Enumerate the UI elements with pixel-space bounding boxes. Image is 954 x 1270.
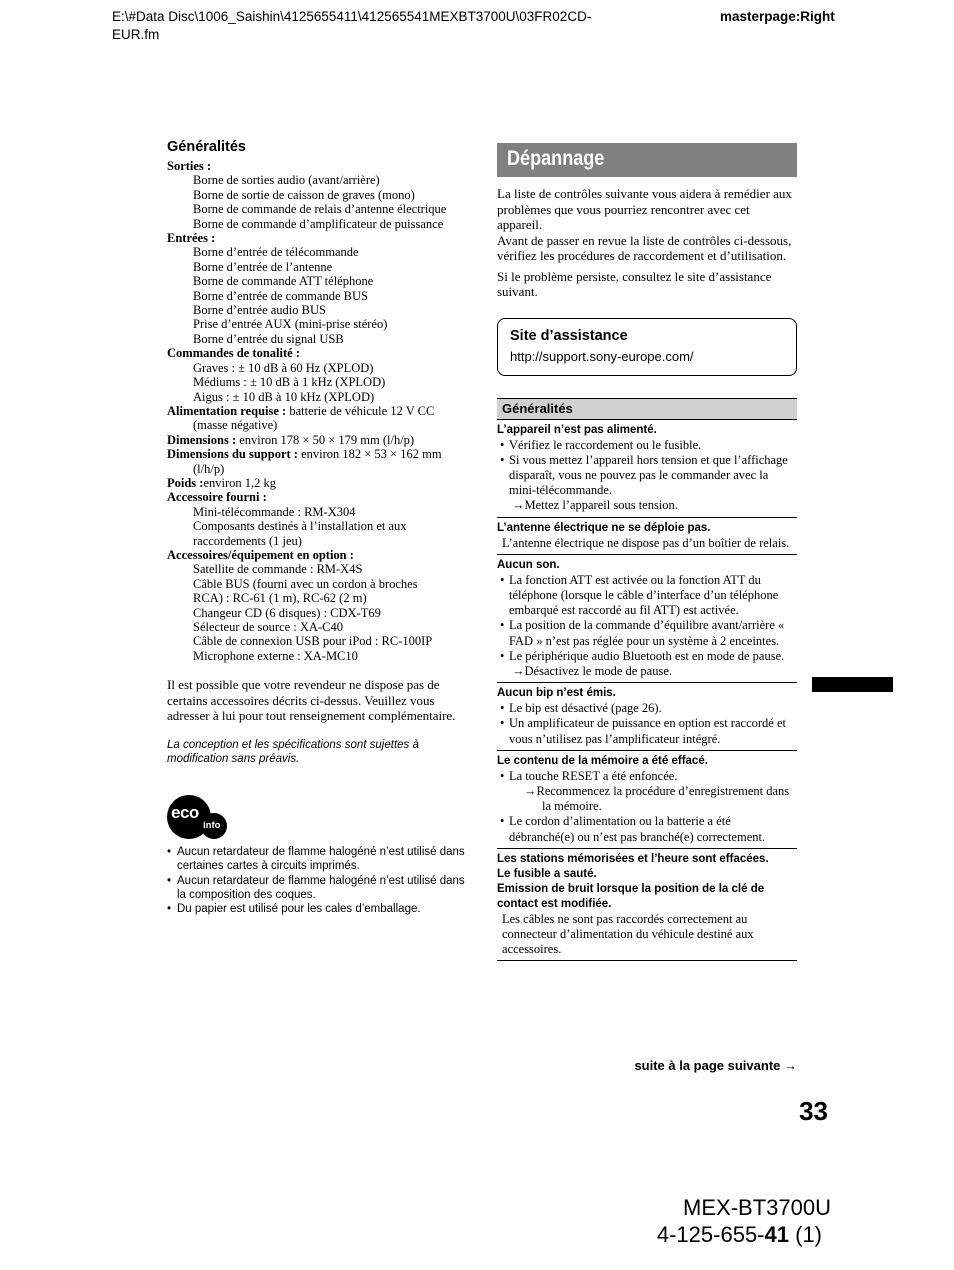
file-path-header: E:\#Data Disc\1006_Saishin\4125655411\412565541MEXBT3700U\03FR02CD-EUR.fm [112, 9, 592, 42]
dealer-note: Il est possible que votre revendeur ne dispose pas de certains accessoires décrits ci-dessus. Veuillez vous adresser à lui pour tout renseignement complémentaire. [167, 677, 456, 724]
problem-no-beep [497, 683, 797, 751]
problem-text: Les câbles ne sont pas raccordés correctement au connecteur d’alimentation du véhicule destiné aux accessoires. [502, 911, 754, 957]
weight-value: environ 1,2 kg [203, 475, 277, 490]
eco-bullet: • Du papier est utilisé pour les cales d’emballage. [167, 902, 467, 916]
eco-logo-text: eco [171, 802, 199, 822]
tone-item: Graves : ± 10 dB à 60 Hz (XPLOD) [193, 360, 374, 375]
page-number: 33 [799, 1096, 828, 1126]
problem-title: L’appareil n’est pas alimenté. [497, 423, 657, 436]
outputs-label: Sorties : [167, 159, 212, 173]
supplied-item: raccordements (1 jeu) [193, 533, 302, 548]
dimensions-label: Dimensions : [167, 432, 237, 447]
chapter-tab-marker [812, 677, 893, 692]
problem-title: Aucun son. [497, 558, 560, 571]
arrow-icon: → [512, 498, 525, 513]
solution-line [497, 498, 797, 513]
problem-title: Aucun bip n’est émis. [497, 687, 616, 700]
problem-no-power [497, 420, 797, 518]
tone-item: Aigus : ± 10 dB à 10 kHz (XPLOD) [193, 389, 375, 404]
section-title-bar [497, 143, 797, 177]
intro-paragraph: Si le problème persiste, consultez le site d’assistance suivant. [497, 268, 772, 299]
eco-bullet: • Aucun retardateur de flamme halogéné n’est utilisé dans la composition des coques. [167, 874, 467, 903]
problem-bullet: • Vérifiez le raccordement ou le fusible. [497, 438, 797, 453]
problem-title: L’antenne électrique ne se déploie pas. [497, 521, 711, 534]
problem-bullets [497, 573, 797, 664]
supplied-item: Composants destinés à l’installation et aux [193, 519, 407, 534]
problem-bullet: • Le bip est désactivé (page 26). [497, 701, 797, 716]
inputs-label: Entrées : [167, 231, 216, 246]
part-bold: 41 [764, 1222, 789, 1247]
general-section-header: Généralités [497, 398, 797, 420]
outputs-item: Borne de sorties audio (avant/arrière) [193, 173, 380, 188]
intro-paragraph: Avant de passer en revue la liste de contrôles ci-dessous, vérifiez les procédures de raccordement et d’utilisation. [497, 232, 792, 263]
outputs-item: Borne de commande de relais d’antenne électrique [193, 202, 447, 217]
solution-text: Mettez l’appareil sous tension. [524, 498, 678, 513]
problem-bullets [497, 701, 797, 747]
part-number [560, 1222, 822, 1248]
eco-info-icon [167, 789, 229, 839]
problem-bullet: • Le cordon d’alimentation ou la batterie a été débranché(e) ou n’est pas branché(e) correctement. [497, 814, 797, 844]
support-site-title: Site d’assistance [510, 327, 628, 344]
masterpage-label: masterpage:Right [720, 9, 835, 24]
outputs-item: Borne de commande d’amplificateur de puissance [193, 216, 444, 231]
optional-item: Microphone externe : XA-MC10 [193, 648, 358, 663]
power-label: Alimentation requise : [167, 403, 287, 418]
problem-antenna [497, 518, 797, 555]
problem-text: L’antenne électrique ne dispose pas d’un boîtier de relais. [502, 535, 790, 550]
dimensions-value: environ 178 × 50 × 179 mm (l/h/p) [236, 432, 415, 447]
inputs-item: Borne d’entrée audio BUS [193, 303, 326, 318]
inputs-item: Borne d’entrée de commande BUS [193, 288, 368, 303]
problem-bullet [497, 769, 797, 815]
tone-label: Commandes de tonalité : [167, 346, 300, 361]
dimensions-spec [167, 433, 467, 447]
problem-memory-erased [497, 751, 797, 849]
problem-bullets [497, 438, 797, 499]
problem-bullet: • La fonction ATT est activée ou la fonction ATT du téléphone (lorsque le câble d’interface d’un téléphone embarqué est raccordé au fil ATT) est activée. [497, 573, 797, 619]
optional-item: Satellite de commande : RM-X4S [193, 562, 363, 577]
mount-cont: (l/h/p) [193, 461, 225, 476]
general-heading: Généralités [167, 139, 246, 155]
mount-label: Dimensions du support : [167, 447, 298, 462]
problem-title: Le contenu de la mémoire a été effacé. [497, 754, 708, 767]
outputs-item: Borne de sortie de caisson de graves (mono) [193, 187, 415, 202]
spec-list [167, 159, 467, 663]
problem-stations-erased [497, 849, 797, 962]
tone-item: Médiums : ± 10 dB à 1 kHz (XPLOD) [193, 375, 386, 390]
section-title: Dépannage [507, 147, 605, 170]
problem-title: Le fusible a sauté. [497, 867, 597, 880]
optional-item: Câble de connexion USB pour iPod : RC-100IP [193, 634, 433, 649]
mount-value: environ 182 × 53 × 162 mm [297, 447, 442, 462]
model-number: MEX-BT3700U [683, 1195, 831, 1220]
inputs-item: Prise d’entrée AUX (mini-prise stéréo) [193, 317, 388, 332]
intro-paragraph: La liste de contrôles suivante vous aidera à remédier aux problèmes que vous pourriez rencontrer avec cet appareil. [497, 186, 792, 232]
optional-item: Sélecteur de source : XA-C40 [193, 620, 343, 634]
optional-item: Câble BUS (fourni avec un cordon à broches [193, 576, 418, 591]
problem-title: Les stations mémorisées et l’heure sont effacées. [497, 852, 769, 865]
troubleshooting-column [497, 143, 797, 961]
part-prefix: 4-125-655- [656, 1222, 765, 1247]
design-note: La conception et les spécifications sont sujettes à modification sans préavis. [167, 738, 419, 766]
bullet-text: La touche RESET a été enfoncée. [509, 768, 678, 783]
weight-spec [167, 476, 467, 490]
supplied-item: Mini-télécommande : RM-X304 [193, 504, 356, 519]
problem-bullet: • Un amplificateur de puissance en option est raccordé et vous n’utilisez pas l’amplificateur intégré. [497, 716, 797, 746]
problem-bullets [497, 769, 797, 845]
weight-label: Poids : [167, 475, 204, 490]
support-site-url[interactable]: http://support.sony-europe.com/ [510, 348, 694, 364]
inputs-item: Borne d’entrée de télécommande [193, 245, 359, 260]
specifications-column [167, 138, 467, 917]
eco-logo-sub: info [203, 819, 221, 831]
continued-next-page: suite à la page suivante → [634, 1058, 797, 1073]
supplied-label: Accessoire fourni : [167, 490, 267, 505]
inputs-item: Borne de commande ATT téléphone [193, 274, 374, 289]
inputs-item: Borne d’entrée du signal USB [193, 331, 344, 346]
power-spec [167, 404, 467, 418]
optional-item: Changeur CD (6 disques) : CDX-T69 [193, 605, 381, 620]
optional-item: RCA) : RC-61 (1 m), RC-62 (2 m) [193, 591, 367, 606]
inputs-item: Borne d’entrée de l’antenne [193, 259, 333, 274]
support-site-box [497, 318, 797, 376]
problem-bullet: • Le périphérique audio Bluetooth est en mode de pause. [497, 649, 797, 664]
power-value: batterie de véhicule 12 V CC [286, 403, 435, 418]
problem-no-sound [497, 555, 797, 683]
optional-label: Accessoires/équipement en option : [167, 547, 354, 562]
solution-text: Désactivez le mode de pause. [524, 663, 673, 678]
mount-spec [167, 447, 467, 461]
problem-bullet: • La position de la commande d’équilibre avant/arrière « FAD » n’est pas réglée pour un système à 2 enceintes. [497, 618, 797, 648]
eco-bullet-list [167, 845, 467, 917]
solution-text: Recommencez la procédure d’enregistrement dans la mémoire. [536, 783, 790, 814]
arrow-icon: → [524, 783, 537, 798]
problem-bullet: • Si vous mettez l’appareil hors tension et que l’affichage disparaît, vous ne pouvez pas le commander avec la mini-télécommande. [497, 453, 797, 499]
solution-line [509, 784, 797, 814]
solution-line [497, 664, 797, 679]
arrow-icon: → [512, 663, 525, 678]
part-suffix: (1) [789, 1222, 822, 1247]
eco-bullet: • Aucun retardateur de flamme halogéné n’est utilisé dans certaines cartes à circuits imprimés. [167, 845, 467, 874]
power-cont: (masse négative) [193, 418, 278, 433]
problem-title: Emission de bruit lorsque la position de la clé de contact est modifiée. [497, 882, 765, 910]
